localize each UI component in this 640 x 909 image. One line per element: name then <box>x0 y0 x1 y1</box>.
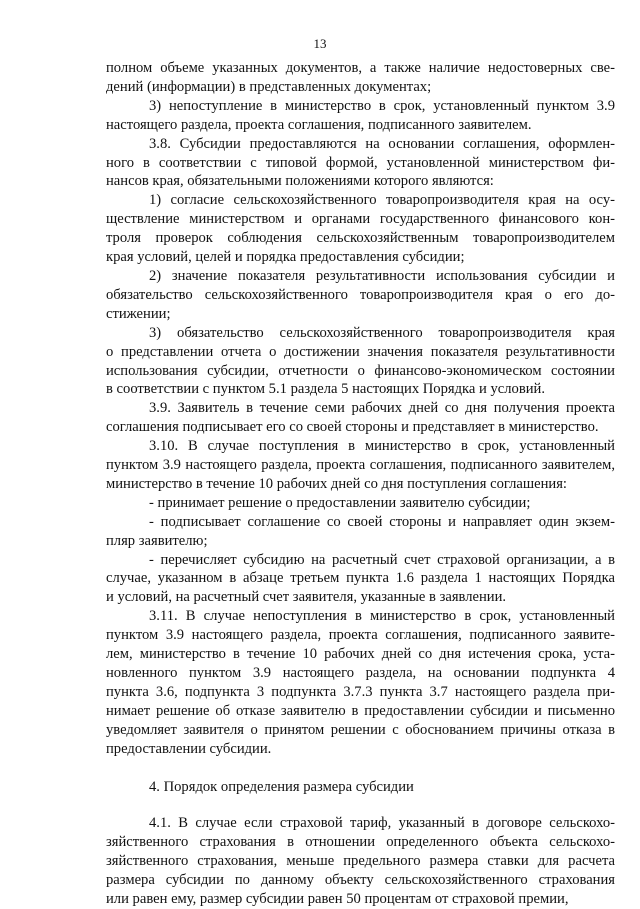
paragraph-line: троля проверок соблюдения сельскохозяйственным товаропроизводителем <box>106 230 615 247</box>
paragraph-line: обязательство сельскохозяйственного товаропроизводителя края о его до- <box>106 286 615 303</box>
paragraph-line: 4.1. В случае если страховой тариф, указанный в договоре сельскохо- <box>149 815 615 832</box>
paragraph-line: пунктом 3.9 настоящего раздела, проекта соглашения, подписанного заявите- <box>106 627 615 644</box>
paragraph-line: размера субсидии по данному объекту сельскохозяйственного страхования <box>106 872 615 889</box>
paragraph-line: 3) непоступление в министерство в срок, установленный пунктом 3.9 <box>149 97 615 114</box>
paragraph-line: новленного пунктом 3.9 настоящего раздела, на основании подпункта 4 <box>106 665 615 681</box>
document-body <box>106 59 615 909</box>
paragraph-line: пункта 3.6, подпункта 3 подпункта 3.7.3 пункта 3.7 настоящего раздела при- <box>106 683 615 700</box>
paragraph-line: - принимает решение о предоставлении заявителю субсидии; <box>149 494 531 511</box>
paragraph-line: или равен ему, размер субсидии равен 50 процентам от страховой премии, <box>106 891 569 908</box>
paragraph-line: нансов края, обязательными положениями которого являются: <box>106 173 494 190</box>
paragraph-line: уведомляет заявителя о принятом решении с обоснованием причины отказа в <box>106 721 615 738</box>
paragraph-line: нимает решение об отказе заявителю в предоставлении субсидии и письменно <box>106 702 615 719</box>
paragraph-line: - перечисляет субсидию на расчетный счет страховой организации, а в <box>149 551 615 568</box>
paragraph-line: дений (информации) в представленных документах; <box>106 78 432 95</box>
paragraph-line: 3.11. В случае непоступления в министерство в срок, установленный <box>149 608 615 625</box>
paragraph-line: и условий, на расчетный счет заявителя, указанные в заявлении. <box>106 589 507 606</box>
paragraph-line: зяйственного страхования в отношении определенного объекта сельскохо- <box>106 834 615 851</box>
paragraph-line: о представлении отчета о достижении значения показателя результативности <box>106 343 615 360</box>
paragraph-line: - подписывает соглашение со своей стороны и направляет один экзем- <box>149 513 615 530</box>
paragraph-line: 3.10. В случае поступления в министерство в срок, установленный <box>149 438 615 455</box>
paragraph-line: ного в соответствии с типовой формой, установленной министерством фи- <box>106 154 615 171</box>
paragraph-line: в соответствии с пунктом 5.1 раздела 5 настоящих Порядка и условий. <box>106 381 546 398</box>
paragraph-line: использования субсидии, отчетности о финансово-экономическом состоянии <box>106 362 615 379</box>
paragraph-line: предоставлении субсидии. <box>106 740 272 757</box>
paragraph-line: соглашения подписывает его со своей стороны и представляет в министерство. <box>106 419 599 436</box>
paragraph-line: 3) обязательство сельскохозяйственного товаропроизводителя края <box>149 324 615 341</box>
paragraphs-before-heading <box>106 59 615 759</box>
paragraph-line: стижении; <box>106 305 171 322</box>
paragraph-line: 3.8. Субсидии предоставляются на основании соглашения, оформлен- <box>149 135 615 152</box>
paragraph-line: пляр заявителю; <box>106 532 208 549</box>
paragraph-line: зяйственного страхования, меньше предельного размера ставки для расчета <box>106 853 615 870</box>
section-heading: 4. Порядок определения размера субсидии <box>149 778 414 795</box>
paragraph-line: настоящего раздела, проекта соглашения, подписанного заявителем. <box>106 116 532 133</box>
paragraph-line: министерство в течение 10 рабочих дней со дня поступления соглашения: <box>106 475 567 492</box>
paragraph-line: лем, министерство в течение 10 рабочих дней со дня истечения срока, уста- <box>106 646 615 663</box>
paragraph-line: края условий, целей и порядка предоставления субсидии; <box>106 249 465 266</box>
paragraph-line: 3.9. Заявитель в течение семи рабочих дней со дня получения проекта <box>149 400 615 417</box>
paragraph-line: 2) значение показателя результативности использования субсидии и <box>149 267 615 284</box>
paragraph-line: полном объеме указанных документов, а также наличие недостоверных све- <box>106 60 615 76</box>
paragraphs-after-heading <box>106 814 615 909</box>
paragraph-line: 1) согласие сельскохозяйственного товаропроизводителя края на осу- <box>149 192 615 209</box>
page-number: 13 <box>313 36 327 51</box>
paragraph-line: случае, указанном в абзаце третьем пункта 1.6 раздела 1 настоящих Порядка <box>106 570 615 587</box>
paragraph-line: пунктом 3.9 настоящего раздела, проекта соглашения, подписанного заявителем, <box>106 457 615 474</box>
paragraph-line: ществление министерством и органами государственного финансового кон- <box>106 211 615 228</box>
